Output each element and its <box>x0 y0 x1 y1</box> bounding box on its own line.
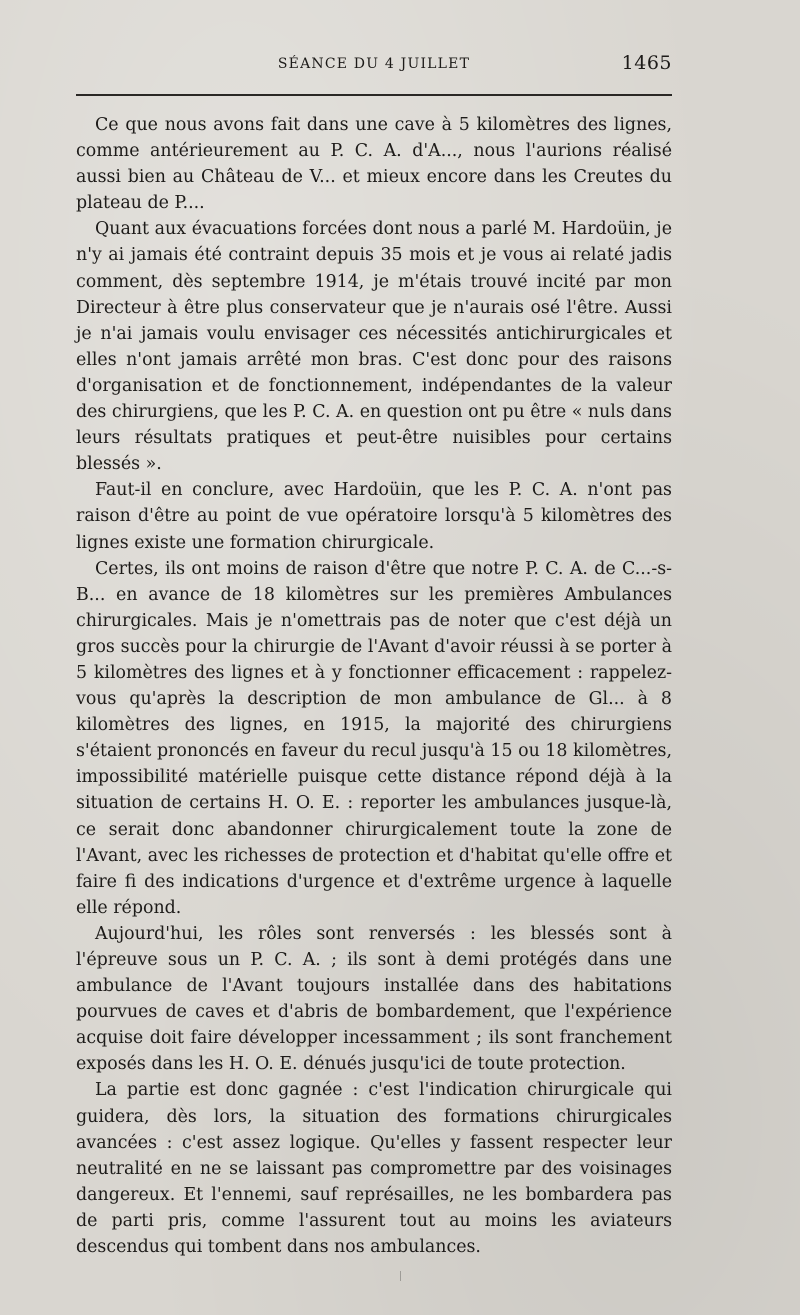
paragraph-2: Quant aux évacuations forcées dont nous a parlé M. Hardoüin, je n'y ai jamais été contraint depuis 35 mois et je vous ai relaté jadis comment, dès septembre 1914, je m'étais trouvé incité par mon Directeur à être plus conservateur que je n'aurais osé l'être. Aussi je n'ai jamais voulu envisager ces nécessités antichirurgicales et elles n'ont jamais arrêté mon bras. C'est donc pour des raisons d'organisation et de fonctionnement, indépendantes de la valeur des chirurgiens, que les P. C. A. en question ont pu être « nuls dans leurs résultats pratiques et peut-être nuisibles pour certains blessés ». <box>76 219 672 475</box>
session-title: SÉANCE DU 4 JUILLET <box>277 56 471 72</box>
print-mark <box>400 1271 401 1281</box>
running-head <box>76 52 672 76</box>
header-rule <box>76 94 672 96</box>
page-number: 1465 <box>621 52 672 74</box>
body-text <box>76 112 672 1260</box>
paragraph-4: Certes, ils ont moins de raison d'être que notre P. C. A. de C...-s-B... en avance de 18 kilomètres sur les premières Ambulances chirurgicales. Mais je n'omettrais pas de noter que c'est déjà un gros succès pour la chirurgie de l'Avant d'avoir réussi à se porter à 5 kilomètres des lignes et à y fonctionner efficacement : rappelez-vous qu'après la description de mon ambulance de Gl... à 8 kilomètres des lignes, en 1915, la majorité des chirurgiens s'étaient prononcés en faveur du recul jusqu'à 15 ou 18 kilomètres, impossibilité matérielle puisque cette distance répond déjà à la situation de certains H. O. E. : reporter les ambulances jusque-là, ce serait donc abandonner chirurgicalement toute la zone de l'Avant, avec les richesses de protection et d'habitat qu'elle offre et faire fi des indications d'urgence et d'extrême urgence à laquelle elle répond. <box>76 558 672 918</box>
paragraph-1: Ce que nous avons fait dans une cave à 5 kilomètres des lignes, comme antérieurement au P. C. A. d'A..., nous l'aurions réalisé aussi bien au Château de V... et mieux encore dans les Creutes du plateau de P.... <box>76 115 672 214</box>
paragraph-3: Faut-il en conclure, avec Hardoüin, que les P. C. A. n'ont pas raison d'être au point de vue opératoire lorsqu'à 5 kilomètres des lignes existe une formation chirurgicale. <box>76 480 672 553</box>
paragraph-5: Aujourd'hui, les rôles sont renversés : les blessés sont à l'épreuve sous un P. C. A. ; ils sont à demi protégés dans une ambulance de l'Avant toujours installée dans des habitations pourvues de caves et d'abris de bombardement, que l'expérience acquise doit faire développer incessamment ; ils sont franchement exposés dans les H. O. E. dénués jusqu'ici de toute protection. <box>76 923 672 1075</box>
paragraph-6: La partie est donc gagnée : c'est l'indication chirurgicale qui guidera, dès lors, la situation des formations chirurgicales avancées : c'est assez logique. Qu'elles y fassent respecter leur neutralité en ne se laissant pas compromettre par des voisinages dangereux. Et l'ennemi, sauf représailles, ne les bombardera pas de parti pris, comme l'assurent tout au moins les aviateurs descendus qui tombent dans nos ambulances. <box>76 1080 672 1258</box>
